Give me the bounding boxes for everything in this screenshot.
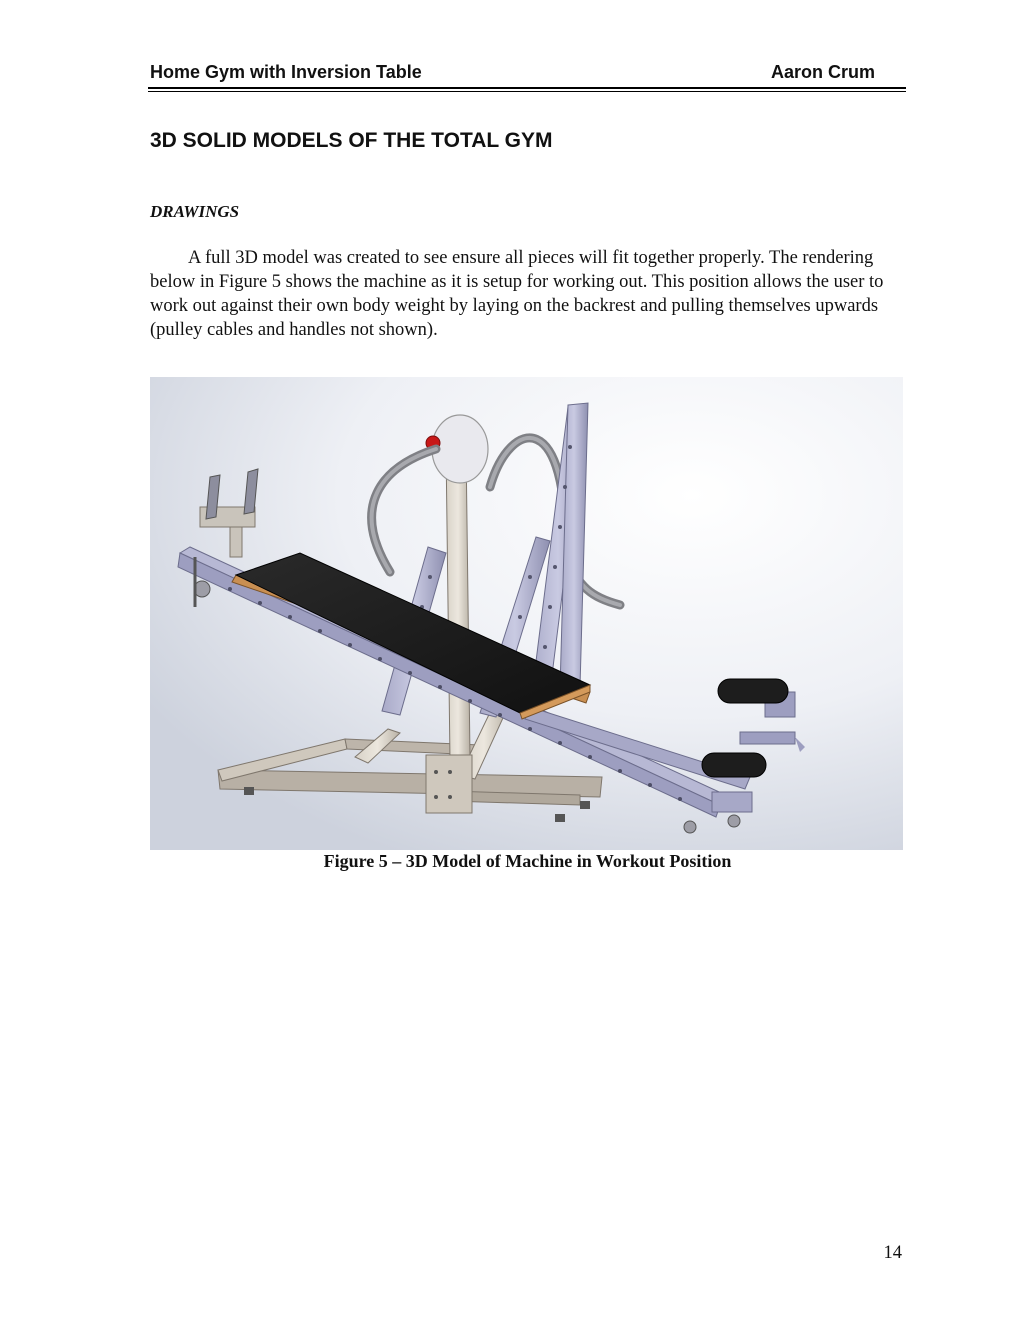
running-header	[150, 62, 875, 84]
header-rule-thin	[148, 91, 906, 92]
page-number: 14	[883, 1243, 902, 1263]
body-paragraph-text: A full 3D model was created to see ensure all pieces will fit together properly. The rendering below in Figure 5 shows the machine as it is setup for working out. This position allows the user to work out against their own body weight by laying on the backrest and pulling themselves upwards (pulley cables and handles not shown).	[150, 248, 884, 340]
gym-machine-illustration	[150, 377, 903, 850]
header-title: Home Gym with Inversion Table	[150, 62, 422, 82]
body-paragraph	[150, 246, 905, 342]
figure-caption: Figure 5 – 3D Model of Machine in Workout Position	[323, 851, 732, 871]
section-heading: 3D SOLID MODELS OF THE TOTAL GYM	[150, 129, 553, 152]
figure-5-render	[150, 377, 903, 850]
header-author: Aaron Crum	[770, 62, 875, 82]
subheading: DRAWINGS	[150, 202, 240, 221]
header-rule-thick	[148, 87, 906, 89]
